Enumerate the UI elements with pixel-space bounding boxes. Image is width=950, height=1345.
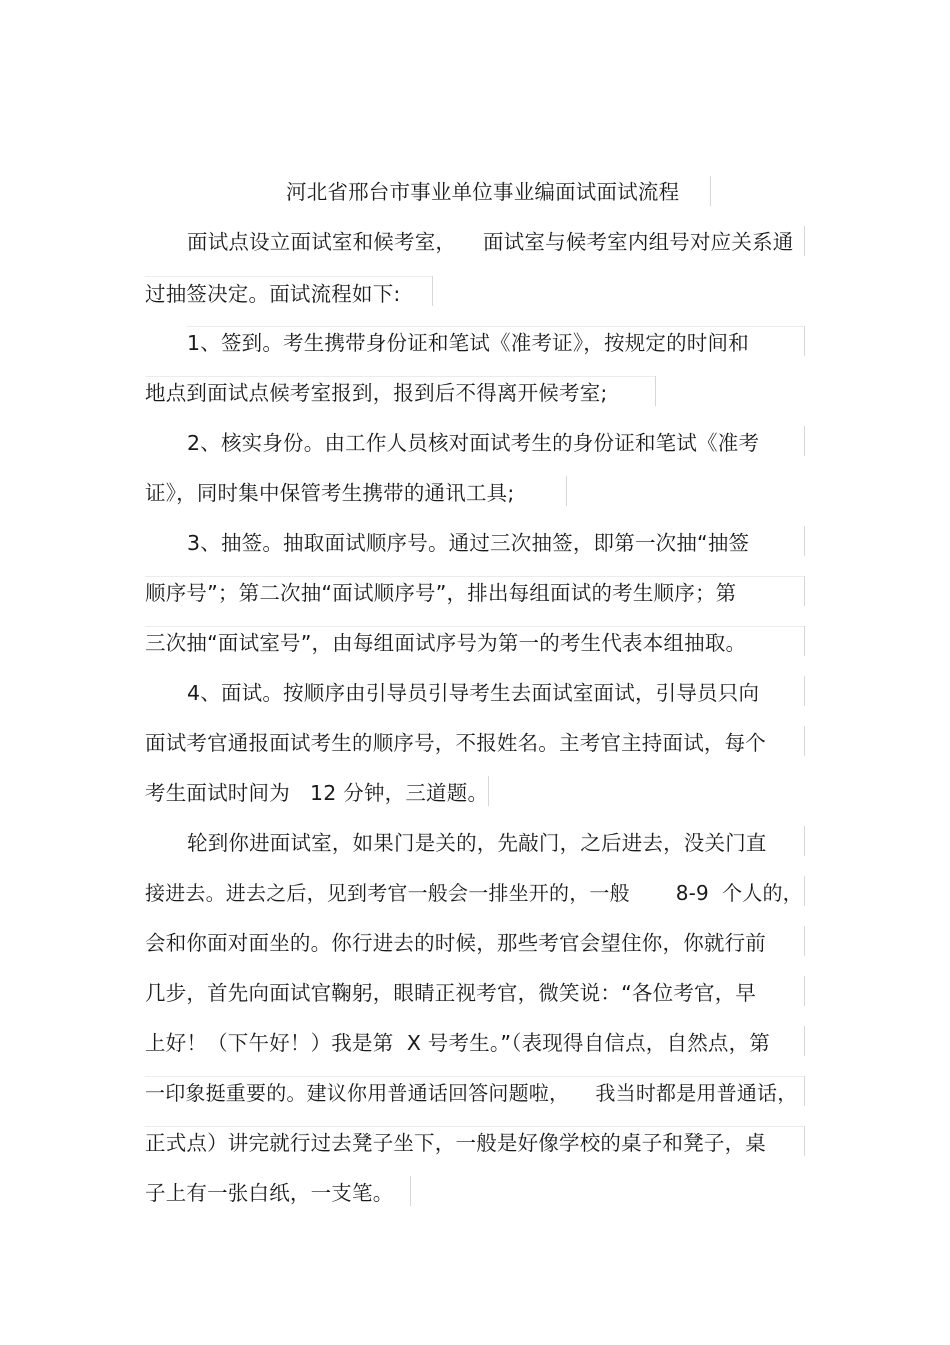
paragraph-line: 轮到你进面试室，如果门是关的，先敲门，之后进去，没关门直 (187, 831, 767, 855)
paragraph-line: 子上有一张白纸，一支笔。 (145, 1181, 394, 1205)
scan-rule (145, 1076, 804, 1077)
paragraph-line: 上好！（下午好！）我是第 X 号考生。”（表现得自信点，自然点，第 (145, 1031, 771, 1055)
paragraph-line: 1、签到。考生携带身份证和笔试《准考证》，按规定的时间和 (187, 331, 749, 355)
document-title: 河北省邢台市事业单位事业编面试面试流程 (286, 180, 680, 204)
paragraph-line: 4、面试。按顺序由引导员引导考生去面试室面试，引导员只向 (187, 681, 760, 705)
paragraph-line: 几步，首先向面试官鞠躬，眼睛正视考官，微笑说：“各位考官，早 (145, 981, 757, 1005)
paragraph-line: 三次抽“面试室号”，由每组面试序号为第一的考生代表本组抽取。 (145, 631, 747, 655)
scan-rule (804, 326, 805, 356)
scan-rule (804, 1126, 805, 1156)
paragraph-line: 证》，同时集中保管考生携带的通讯工具; (145, 481, 515, 505)
scan-rule (410, 1176, 411, 1206)
paragraph-line: 接进去。进去之后，见到考官一般会一排坐开的，一般 8-9 个人的， (145, 881, 803, 905)
paragraph-line: 考生面试时间为 12 分钟，三道题。 (145, 781, 489, 805)
scan-rule (804, 626, 805, 656)
scan-rule (804, 1026, 805, 1056)
paragraph-line: 地点到面试点候考室报到，报到后不得离开候考室; (145, 381, 608, 405)
paragraph-line: 顺序号”；第二次抽“面试顺序号”，排出每组面试的考生顺序；第 (145, 581, 737, 605)
scan-rule (804, 876, 805, 906)
scan-rule (655, 376, 656, 406)
scan-rule (804, 226, 805, 256)
scan-rule (804, 676, 805, 706)
paragraph-line: 3、抽签。抽取面试顺序号。通过三次抽签，即第一次抽“抽签 (187, 531, 750, 555)
paragraph-line: 2、核实身份。由工作人员核对面试考生的身份证和笔试《准考 (187, 431, 760, 455)
scan-rule (187, 326, 804, 327)
scan-rule (804, 576, 805, 606)
paragraph-line: 一印象挺重要的。建议你用普通话回答问题啦， 我当时都是用普通话， (145, 1081, 798, 1105)
scan-rule (145, 576, 804, 577)
scan-rule (566, 476, 567, 506)
scan-rule (804, 426, 805, 456)
scan-rule (804, 826, 805, 856)
scan-rule (804, 726, 805, 756)
scan-rule (804, 926, 805, 956)
scan-rule (145, 626, 804, 627)
scan-rule (145, 1126, 804, 1127)
paragraph-line: 面试点设立面试室和候考室， 面试室与候考室内组号对应关系通 (187, 230, 794, 254)
paragraph-line: 会和你面对面坐的。你行进去的时候，那些考官会望住你，你就行前 (145, 931, 766, 955)
paragraph-line: 正式点）讲完就行过去凳子坐下，一般是好像学校的桌子和凳子，桌 (145, 1131, 766, 1155)
scan-rule (145, 376, 655, 377)
scan-rule (804, 526, 805, 556)
scan-rule (488, 776, 489, 806)
scan-rule (804, 976, 805, 1006)
paragraph-line: 面试考官通报面试考生的顺序号，不报姓名。主考官主持面试，每个 (145, 731, 766, 755)
scan-rule (804, 1076, 805, 1106)
scan-rule (145, 276, 433, 277)
scan-rule (710, 176, 711, 206)
scan-rule (432, 276, 433, 306)
paragraph-line: 过抽签决定。面试流程如下: (145, 282, 401, 306)
